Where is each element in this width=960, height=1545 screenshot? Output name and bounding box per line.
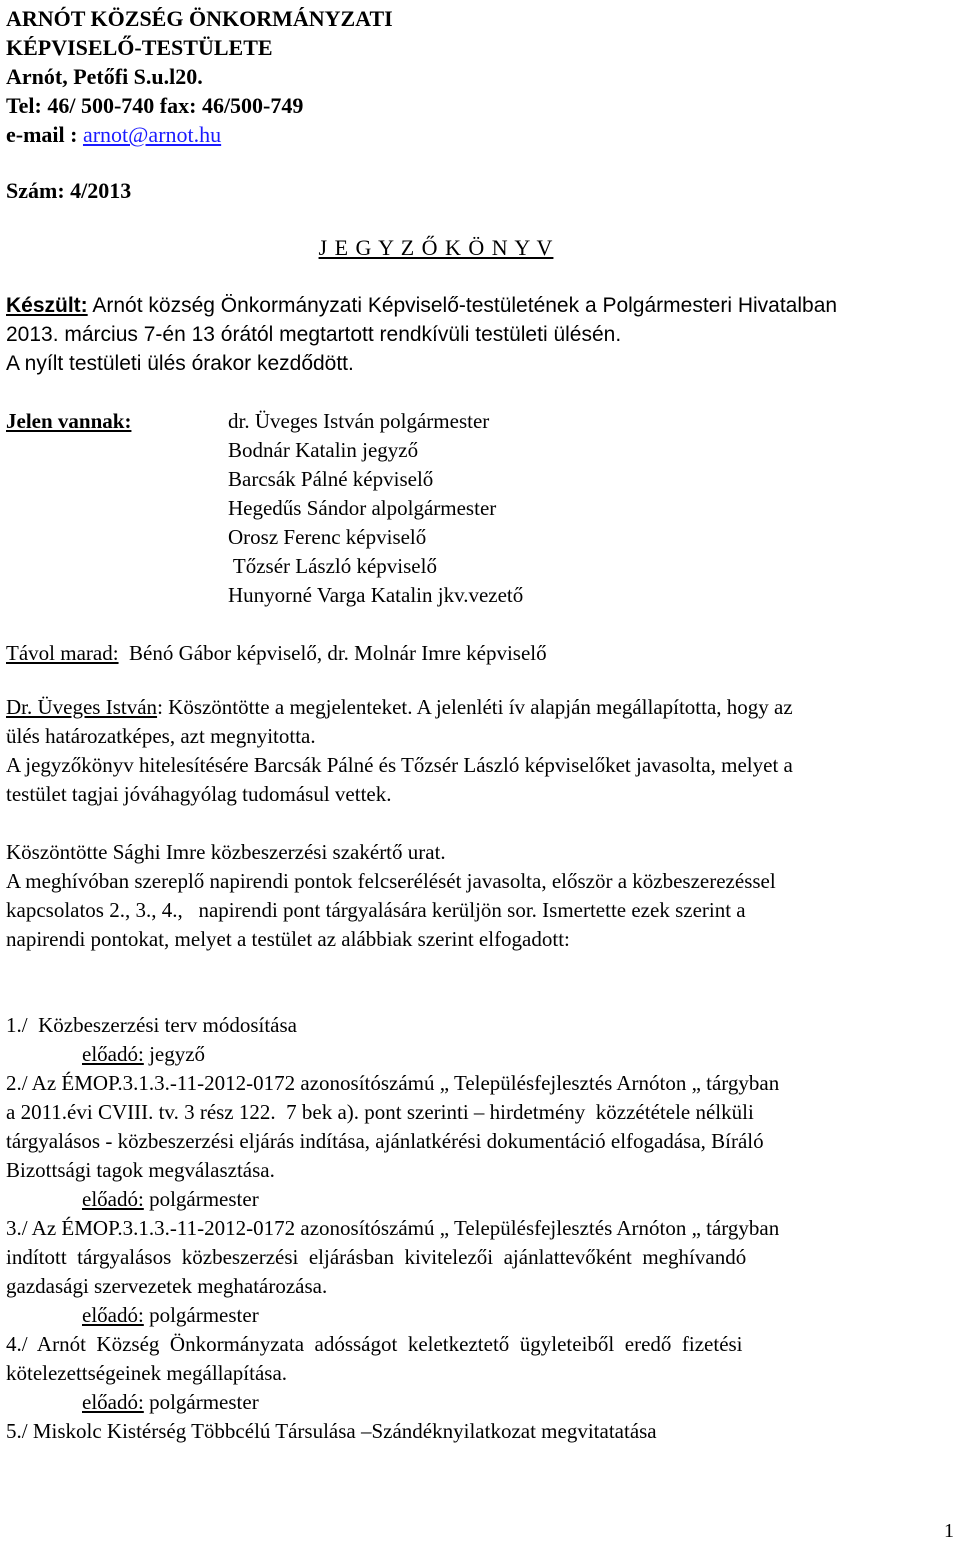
keszult-line-3: A nyílt testületi ülés órakor kezdődött. [6,352,354,375]
tavol-line [6,639,956,668]
keszult-label: Készült: [6,294,88,317]
member-0: dr. Üveges István polgármester [228,409,490,433]
member-3: Hegedűs Sándor alpolgármester [228,496,497,520]
email-label: e-mail : [6,122,83,147]
member-6: Hunyorné Varga Katalin jkv.vezető [228,583,524,607]
presenter-name: polgármester [143,1390,259,1414]
agenda-item-2-line-1: 2./ Az ÉMOP.3.1.3.-11-2012-0172 azonosítószámú „ Településfejlesztés Arnóton „ tárgyban [6,1071,780,1095]
presenter-name: polgármester [143,1187,259,1211]
speaker-name: Dr. Üveges István [6,695,158,719]
presenter-label: előadó: [82,1042,144,1066]
agenda-item-3-presenter [82,1301,259,1330]
agenda-item-2-line-2: a 2011.évi CVIII. tv. 3 rész 122. 7 bek a). pont szerinti – hirdetmény közzététele nélküli [6,1100,754,1124]
body-p4-line-2: kapcsolatos 2., 3., 4., napirendi pont tárgyalására kerüljön sor. Ismertette ezek szerint a [6,898,746,922]
presenter-name: jegyző [143,1042,206,1066]
agenda-item-2-presenter [82,1185,259,1214]
agenda-item-1-presenter [82,1040,205,1069]
agenda-item-4-line-1: 4./ Arnót Község Önkormányzata adósságot keletkeztető ügyleteiből eredő fizetési [6,1332,743,1356]
presenter-label: előadó: [82,1187,144,1211]
header-phone: Tel: 46/ 500-740 fax: 46/500-749 [6,93,304,118]
keszult-line-2: 2013. március 7-én 13 órától megtartott rendkívüli testületi ülésén. [6,323,622,346]
document-number: Szám: 4/2013 [6,178,132,203]
body-p2-line-2: testület tagjai jóváhagyólag tudomásul vettek. [6,782,392,806]
body-p1-line-2: ülés határozatképes, azt megnyitotta. [6,724,316,748]
document-title: J E G Y Z Ő K Ö N Y V [318,235,554,260]
tavol-label: Távol marad: [6,641,119,665]
header-line-1: ARNÓT KÖZSÉG ÖNKORMÁNYZATI [6,6,393,31]
member-2: Barcsák Pálné képviselő [228,467,434,491]
agenda-item-4-line-2: kötelezettségeinek megállapítása. [6,1361,288,1385]
body-p1-rest: : Köszöntötte a megjelenteket. A jelenléti ív alapján megállapította, hogy az [157,695,793,719]
keszult-text-1: Arnót község Önkormányzati Képviselő-testületének a Polgármesteri Hivatalban [87,294,838,317]
agenda-item-3-line-3: gazdasági szervezetek meghatározása. [6,1274,328,1298]
body-p4-line-1: A meghívóban szereplő napirendi pontok felcserélését javasolta, először a közbeszerezéssel [6,869,776,893]
agenda-item-5: 5./ Miskolc Kistérség Többcélú Társulása –Szándéknyilatkozat megvitatatása [6,1419,657,1443]
body-p2-line-1: A jegyzőkönyv hitelesítésére Barcsák Pálné és Tőzsér László képviselőket javasolta, melyet a [6,753,793,777]
body-p4-line-3: napirendi pontokat, melyet a testület az alábbiak szerint elfogadott: [6,927,570,951]
header-email-line [6,120,221,149]
jelen-label: Jelen vannak: [6,409,132,433]
body-p3: Köszöntötte Sághi Imre közbeszerzési szakértő urat. [6,840,446,864]
member-1: Bodnár Katalin jegyző [228,438,419,462]
email-link[interactable]: arnot@arnot.hu [82,122,222,147]
presenter-label: előadó: [82,1303,144,1327]
agenda-item-3-line-2: indított tárgyalásos közbeszerzési eljárásban kivitelezői ajánlattevőként meghívandó [6,1245,747,1269]
member-4: Orosz Ferenc képviselő [228,525,427,549]
tavol-text: Bénó Gábor képviselő, dr. Molnár Imre képviselő [118,641,547,665]
agenda-item-1: 1./ Közbeszerzési terv módosítása [6,1013,297,1037]
agenda-item-3-line-1: 3./ Az ÉMOP.3.1.3.-11-2012-0172 azonosítószámú „ Településfejlesztés Arnóton „ tárgyban [6,1216,780,1240]
presenter-label: előadó: [82,1390,144,1414]
agenda-item-2-line-4: Bizottsági tagok megválasztása. [6,1158,275,1182]
header-address: Arnót, Petőfi S.u.l20. [6,64,203,89]
agenda-item-2-line-3: tárgyalásos - közbeszerzési eljárás indítása, ajánlatkérési dokumentáció elfogadása, Bíráló [6,1129,764,1153]
member-5: Tőzsér László képviselő [228,554,437,578]
agenda-item-4-presenter [82,1388,259,1417]
header-line-2: KÉPVISELŐ-TESTÜLETE [6,35,273,60]
keszult-line-1 [6,291,956,320]
presenter-name: polgármester [143,1303,259,1327]
body-p1-line-1 [6,693,956,722]
page-number: 1 [944,1520,954,1542]
